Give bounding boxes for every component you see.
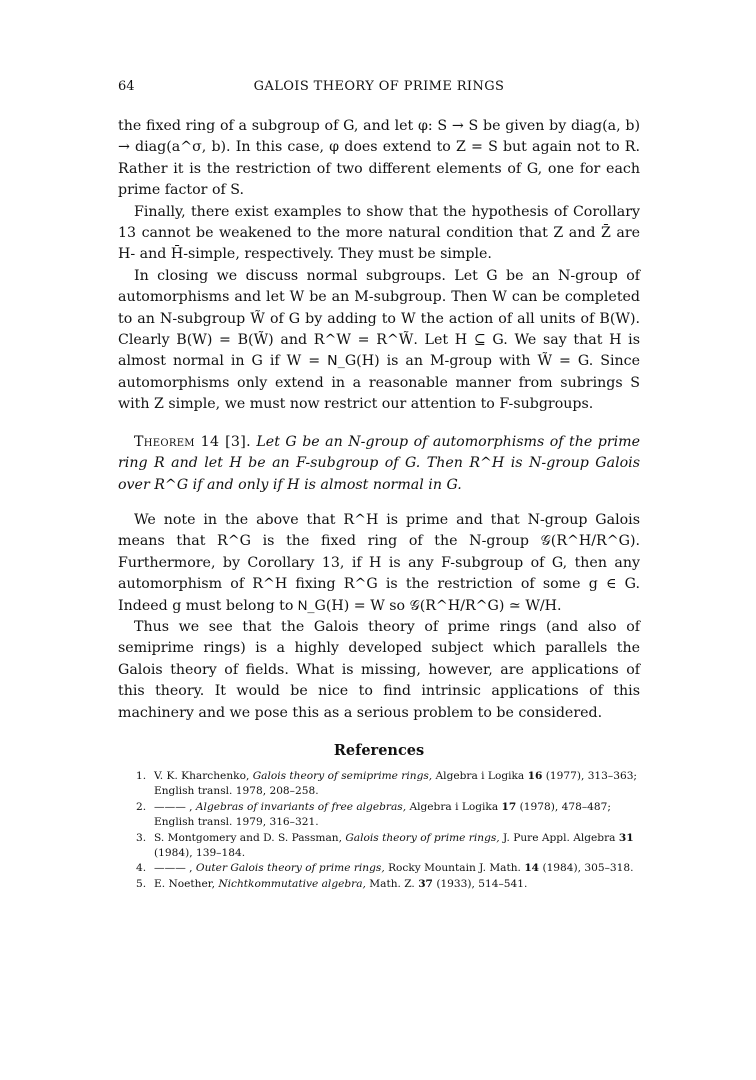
reference-title: Galois theory of prime rings,: [345, 831, 500, 844]
reference-item: [136, 769, 640, 800]
reference-volume: 17: [501, 800, 517, 813]
reference-journal: Algebra i Logika: [435, 769, 525, 782]
paragraph-fixed-ring: the fixed ring of a subgroup of G, and let φ: S → S be given by diag(a, b) → diag(a^σ, b). In this case, φ does extend to Z = S but again not to R. Rather it is the restriction of two different elements of G, one for each prime factor of S.: [118, 118, 640, 199]
reference-item: [136, 831, 640, 862]
reference-number: 3.: [136, 831, 147, 844]
reference-title: Nichtkommutative algebra,: [218, 877, 366, 890]
reference-authors: S. Montgomery and D. S. Passman,: [154, 831, 342, 844]
paragraph-normal-subgroups: In closing we discuss normal subgroups. Let G be an N-group of automorphisms and let W be an M-subgroup. Then W can be completed to an N-subgroup W̃ of G by adding to W the action of all units of B(W). Clearly B(W) = B(W̃) and R^W = R^W̃. Let H ⊆ G. We say that H is almost normal in G if W = 𝖭_G(H) is an M-group with W̃ = G. Since automorphisms only extend in a reasonable manner from subrings S with Z simple, we must now restrict our attention to F-subgroups.: [118, 267, 640, 413]
reference-journal: Rocky Mountain J. Math.: [388, 862, 521, 875]
paragraph-corollary-hypothesis: Finally, there exist examples to show that the hypothesis of Corollary 13 cannot be weakened to the more natural condition that Z and Z̄ are H- and H̄-simple, respectively. They must be simple.: [118, 203, 640, 263]
theorem-label: Theorem 14 [3].: [134, 433, 251, 450]
reference-list: [118, 769, 640, 892]
theorem-statement: Let G be an N-group of automorphisms of the prime ring R and let H be an F-subgroup of G. Then R^H is N-group Galois over R^G if and only if H is almost normal in G.: [118, 433, 640, 493]
reference-details: (1984), 305–318.: [542, 862, 634, 875]
paragraph-remarks: We note in the above that R^H is prime and that N-group Galois means that R^G is the fixed ring of the N-group 𝒢(R^H/R^G). Furthermore, by Corollary 13, if H is any F-subgroup of G, then any automorphism of R^H fixing R^G is the restriction of some g ∈ G. Indeed g must belong to 𝖭_G(H) = W so 𝒢(R^H/R^G) ≃ W/H.: [118, 511, 640, 614]
reference-title: Outer Galois theory of prime rings,: [195, 862, 385, 875]
paragraph-conclusion: Thus we see that the Galois theory of prime rings (and also of semiprime rings) is a highly developed subject which parallels the Galois theory of fields. What is missing, however, are applications of this theory. It would be nice to find intrinsic applications of this machinery and we pose this as a serious problem to be considered.: [118, 618, 640, 721]
reference-details: (1977), 313–363; English transl. 1978, 208–258.: [154, 769, 638, 798]
reference-journal: J. Pure Appl. Algebra: [503, 831, 616, 844]
reference-authors: ——— ,: [154, 862, 193, 875]
theorem-14: [118, 432, 640, 496]
page-number: 64: [118, 79, 135, 94]
reference-details: (1978), 478–487; English transl. 1979, 316–321.: [154, 800, 611, 829]
reference-number: 5.: [136, 877, 147, 890]
reference-journal: Math. Z.: [369, 877, 415, 890]
reference-item: [136, 877, 640, 892]
reference-details: (1933), 514–541.: [436, 877, 528, 890]
reference-title: Galois theory of semiprime rings,: [252, 769, 433, 782]
reference-title: Algebras of invariants of free algebras,: [195, 800, 407, 813]
reference-volume: 16: [527, 769, 543, 782]
running-title: GALOIS THEORY OF PRIME RINGS: [253, 79, 505, 94]
reference-number: 4.: [136, 862, 147, 875]
reference-details: (1984), 139–184.: [154, 847, 246, 859]
reference-number: 1.: [136, 769, 147, 782]
reference-authors: V. K. Kharchenko,: [154, 769, 250, 782]
running-head: [118, 79, 640, 99]
references-heading: References: [333, 741, 425, 759]
reference-item: [136, 800, 640, 831]
reference-authors: ——— ,: [154, 800, 193, 813]
reference-authors: E. Noether,: [154, 877, 216, 890]
reference-number: 2.: [136, 800, 147, 813]
main-text: [118, 116, 640, 892]
reference-volume: 37: [418, 877, 433, 890]
reference-volume: 14: [524, 862, 540, 875]
reference-item: [136, 861, 640, 876]
reference-journal: Algebra i Logika: [409, 800, 499, 813]
reference-volume: 31: [618, 831, 634, 844]
